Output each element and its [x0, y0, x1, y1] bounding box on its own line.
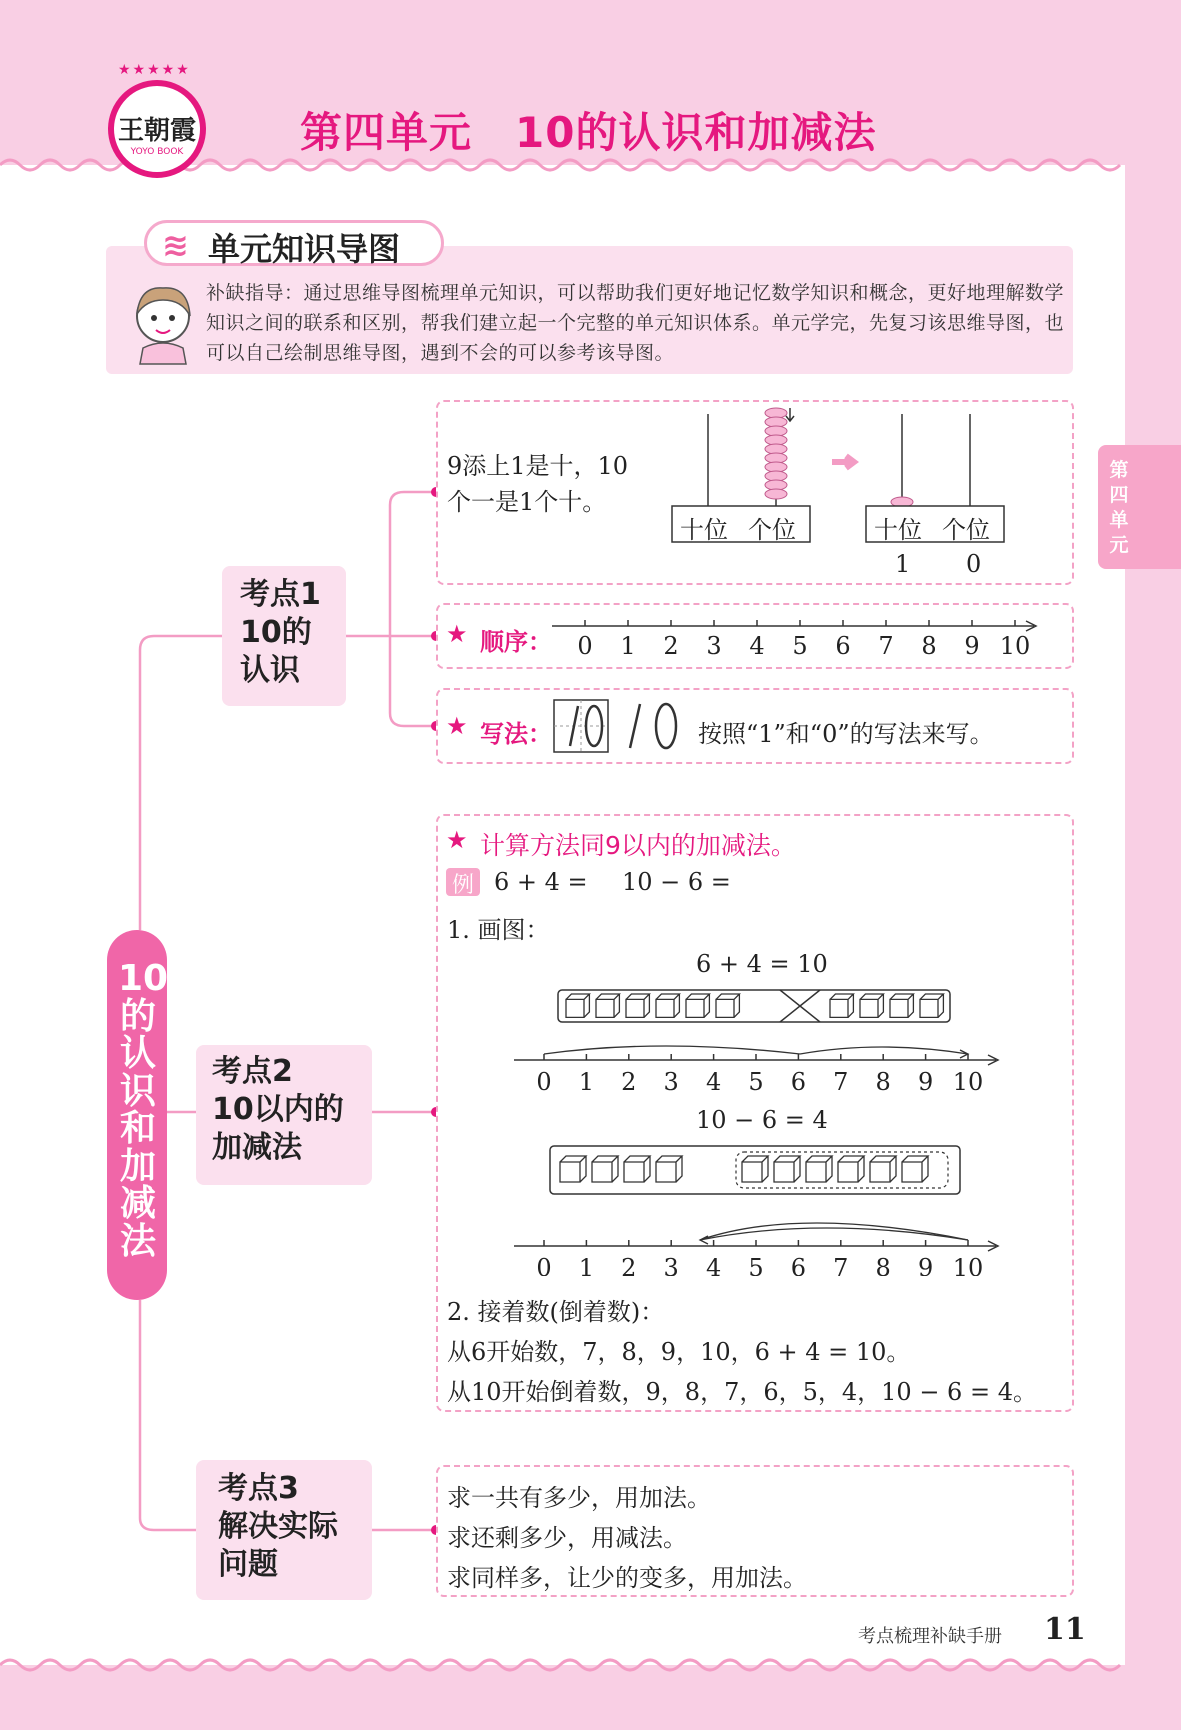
tick-label: 10	[999, 632, 1031, 660]
abacus-label-ones-2: 个位	[942, 516, 990, 544]
root-char: 加	[119, 1145, 156, 1187]
rule-2: 求还剩多少，用减法。	[447, 1524, 687, 1552]
kaodian-3-line: 考点3	[218, 1471, 299, 1506]
kaodian-1-line: 考点1	[240, 577, 321, 612]
tick-label: 8	[875, 1254, 891, 1276]
tick-label: 4	[749, 632, 765, 660]
equation-add: 6 + 4 = 10	[696, 950, 828, 978]
count-down: 从10开始倒着数，9，8，7，6，5，4，10 − 6 = 4。	[447, 1378, 1037, 1406]
star-icon: ★	[446, 712, 468, 740]
result-digit-tens: 1	[895, 550, 911, 578]
tick-label: 7	[833, 1254, 849, 1276]
writing-note: 按照“1”和“0”的写法来写。	[698, 720, 994, 748]
guide-text: 补缺指导：通过思维导图梳理单元知识，可以帮助我们更好地记忆数学知识和概念，更好地理解数学知识之间的联系和区别，帮我们建立起一个完整的单元知识体系。单元学完，先复习该思维导图，也可以自己绘制思维导图，遇到不会的可以参考该导图。	[206, 282, 1065, 364]
abacus-label-tens-1: 十位	[680, 516, 728, 544]
kaodian-3-node[interactable]	[196, 1460, 372, 1600]
tick-label: 5	[748, 1068, 764, 1096]
rule-3: 求同样多，让少的变多，用加法。	[447, 1564, 807, 1592]
logo-subtext: YOYO BOOK	[130, 147, 184, 157]
tick-label: 0	[577, 632, 593, 660]
handwriting-sample	[552, 696, 690, 756]
recognition-line-2: 个一是1个十。	[447, 488, 607, 516]
kaodian-2-node[interactable]	[196, 1045, 372, 1185]
tick-label: 3	[706, 632, 722, 660]
wave-lines-icon: ≋	[162, 226, 189, 264]
kaodian-2-line: 10以内的	[212, 1092, 344, 1127]
result-digit-ones: 0	[966, 550, 982, 578]
tick-label: 7	[833, 1068, 849, 1096]
equation-sub: 10 − 6 = 4	[696, 1106, 828, 1134]
step-1: 1. 画图：	[447, 916, 550, 944]
abacus-label-tens-2: 十位	[874, 516, 922, 544]
tick-label: 1	[578, 1068, 595, 1096]
tick-label: 4	[705, 1254, 722, 1276]
unit-title: 第四单元 10的认识和加减法	[300, 108, 877, 157]
tick-label: 6	[790, 1254, 807, 1276]
tick-label: 6	[835, 632, 851, 660]
root-topic-label	[118, 958, 169, 1262]
kaodian-1-node[interactable]	[222, 566, 346, 706]
tick-label: 6	[790, 1068, 807, 1096]
crown-stars: ★★★★★	[118, 62, 191, 78]
tick-label: 3	[663, 1254, 679, 1276]
order-number-line	[548, 608, 1048, 668]
root-char: 法	[119, 1220, 156, 1262]
step-2: 2. 接着数(倒着数)：	[447, 1298, 665, 1326]
tick-label: 0	[536, 1254, 552, 1276]
order-label: 顺序：	[480, 628, 552, 656]
section-title: 单元知识导图	[208, 230, 401, 268]
kaodian-2-line: 加减法	[212, 1130, 302, 1165]
rule-1: 求一共有多少，用加法。	[447, 1484, 711, 1512]
subtraction-diagram	[500, 1136, 1000, 1276]
tick-label: 4	[705, 1068, 722, 1096]
tick-label: 9	[917, 1254, 934, 1276]
side-tab-char: 第	[1109, 459, 1129, 481]
example-1: 6 + 4 =	[494, 868, 588, 896]
root-char: 减	[119, 1183, 156, 1224]
root-char: 的	[119, 995, 156, 1037]
writing-label: 写法：	[480, 720, 552, 748]
tick-label: 9	[964, 632, 980, 660]
side-tab-char: 元	[1109, 534, 1129, 556]
side-tab-char: 四	[1109, 484, 1129, 506]
example-2: 10 − 6 =	[622, 868, 731, 896]
root-char: 10	[118, 958, 169, 999]
kaodian-3-line: 解决实际	[218, 1509, 338, 1544]
footer-book-title: 考点梳理补缺手册	[858, 1626, 1002, 1647]
star-icon: ★	[446, 826, 468, 854]
root-char: 认	[119, 1033, 156, 1074]
count-up: 从6开始数，7，8，9，10，6 + 4 = 10。	[447, 1338, 911, 1366]
example-tag: 例	[446, 868, 480, 896]
recognition-line-1: 9添上1是十，10	[447, 452, 629, 480]
root-char: 识	[119, 1070, 156, 1112]
tick-label: 10	[952, 1068, 984, 1096]
logo-text: 王朝霞	[117, 116, 196, 146]
tick-label: 5	[748, 1254, 764, 1276]
kaodian-2-line: 考点2	[212, 1054, 293, 1089]
tick-label: 10	[952, 1254, 984, 1276]
kaodian-1-line: 10的	[240, 615, 312, 650]
tick-label: 2	[621, 1068, 637, 1096]
tick-label: 2	[621, 1254, 637, 1276]
tick-label: 7	[878, 632, 894, 660]
star-icon: ★	[446, 620, 468, 648]
tick-label: 8	[921, 632, 937, 660]
root-char: 和	[119, 1108, 156, 1149]
kaodian-1-line: 认识	[240, 653, 300, 688]
tick-label: 0	[536, 1068, 552, 1096]
tick-label: 1	[578, 1254, 595, 1276]
tick-label: 2	[663, 632, 679, 660]
method-text: 计算方法同9以内的加减法。	[480, 831, 796, 860]
addition-diagram	[500, 980, 1000, 1100]
tick-label: 1	[620, 632, 636, 660]
tick-label: 8	[875, 1068, 891, 1096]
kaodian-3-line: 问题	[218, 1547, 278, 1582]
tick-label: 3	[663, 1068, 679, 1096]
page-number: 11	[1044, 1612, 1086, 1647]
abacus-label-ones-1: 个位	[748, 516, 796, 544]
tick-label: 5	[792, 632, 808, 660]
side-tab-char: 单	[1109, 509, 1129, 531]
tick-label: 9	[917, 1068, 934, 1096]
